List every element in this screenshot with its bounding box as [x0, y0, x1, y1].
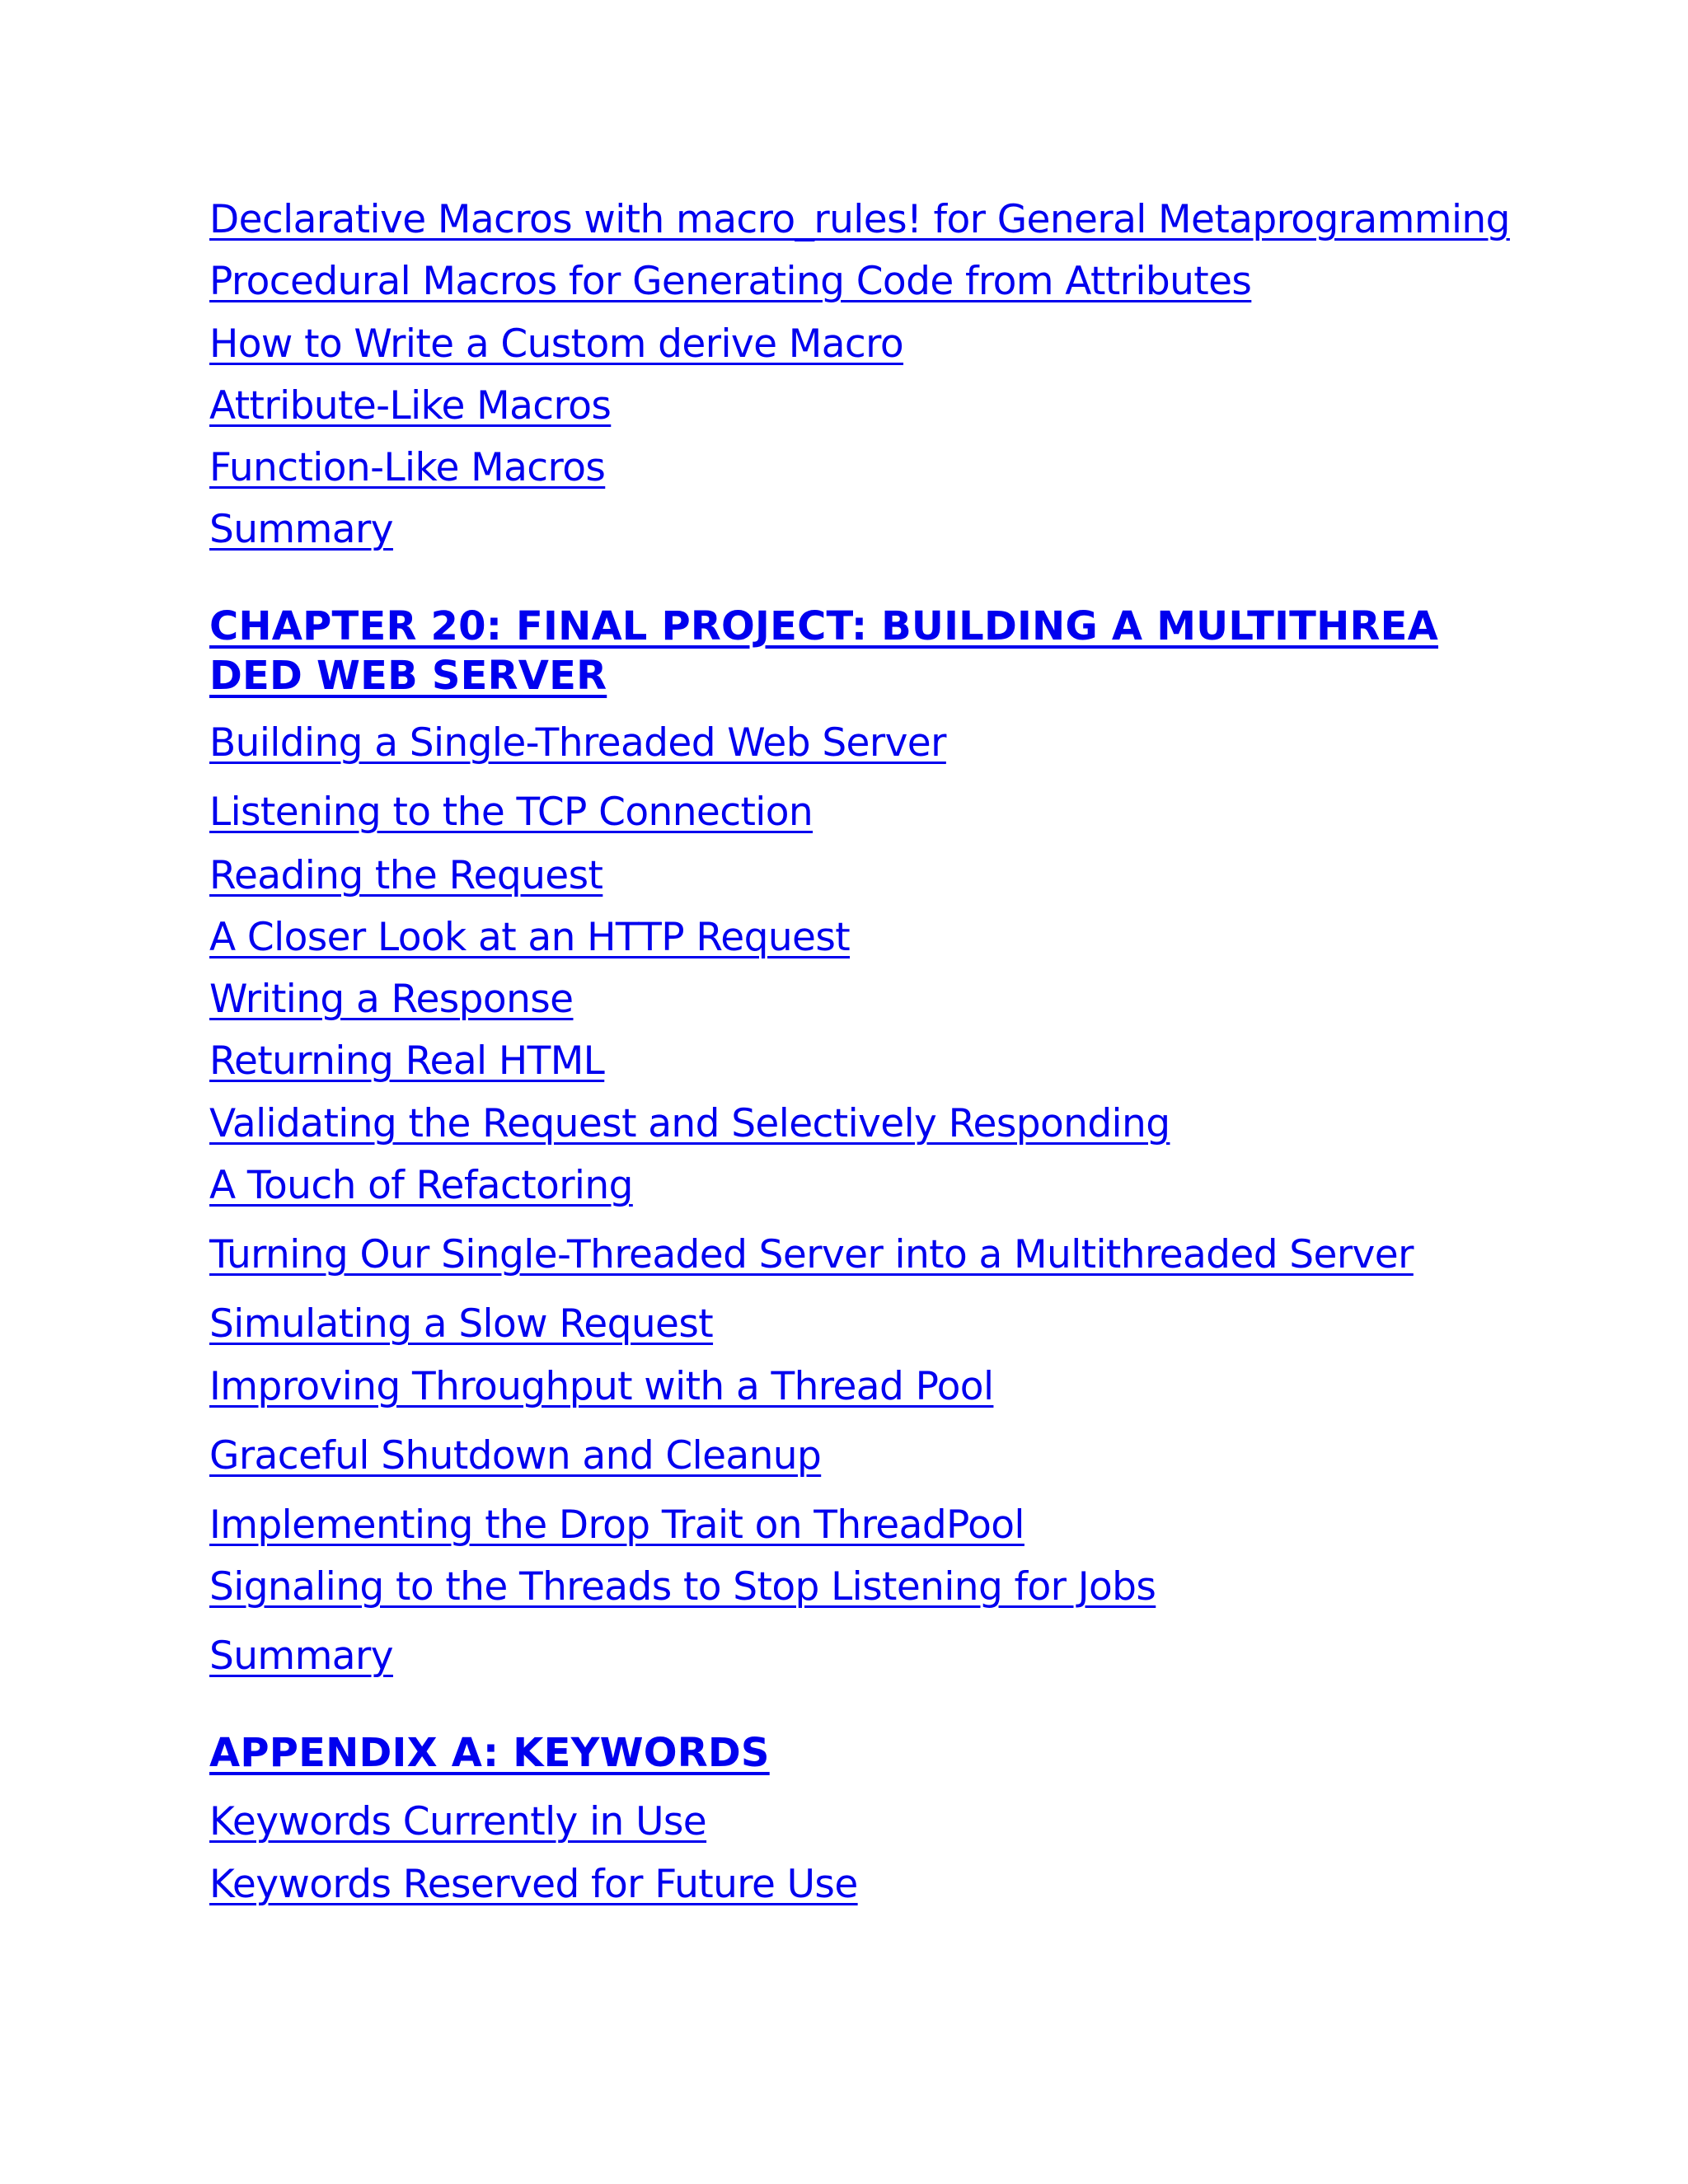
toc-link-procedural-macros[interactable]: Procedural Macros for Generating Code from Attributes: [209, 259, 1252, 304]
chapter-20-heading[interactable]: CHAPTER 20: FINAL PROJECT: BUILDING A MULTITHREADED WEB SERVER: [209, 603, 1438, 699]
toc-link-summary-macros[interactable]: Summary: [209, 507, 393, 552]
toc-link-keywords-in-use[interactable]: Keywords Currently in Use: [209, 1799, 707, 1844]
toc-link-refactoring[interactable]: A Touch of Refactoring: [209, 1163, 633, 1208]
toc-link-custom-derive-macro[interactable]: How to Write a Custom derive Macro: [209, 321, 904, 367]
toc-link-multithreaded-server[interactable]: Turning Our Single-Threaded Server into a Multithreaded Server: [209, 1232, 1414, 1277]
toc-link-thread-pool[interactable]: Improving Throughput with a Thread Pool: [209, 1364, 994, 1409]
toc-link-attribute-like-macros[interactable]: Attribute-Like Macros: [209, 383, 612, 429]
toc-link-real-html[interactable]: Returning Real HTML: [209, 1038, 605, 1084]
toc-link-http-request[interactable]: A Closer Look at an HTTP Request: [209, 915, 851, 960]
toc-link-slow-request[interactable]: Simulating a Slow Request: [209, 1301, 714, 1347]
toc-link-validating-request[interactable]: Validating the Request and Selectively Responding: [209, 1101, 1170, 1146]
toc-link-keywords-reserved[interactable]: Keywords Reserved for Future Use: [209, 1862, 858, 1907]
toc-link-graceful-shutdown[interactable]: Graceful Shutdown and Cleanup: [209, 1433, 822, 1479]
toc-link-tcp-connection[interactable]: Listening to the TCP Connection: [209, 790, 814, 835]
toc-link-writing-response[interactable]: Writing a Response: [209, 977, 574, 1022]
toc-link-summary-chapter20[interactable]: Summary: [209, 1633, 393, 1679]
toc-link-signaling-threads[interactable]: Signaling to the Threads to Stop Listening for Jobs: [209, 1564, 1156, 1610]
toc-link-single-threaded-server[interactable]: Building a Single-Threaded Web Server: [209, 720, 946, 766]
toc-link-reading-request[interactable]: Reading the Request: [209, 853, 603, 898]
toc-link-declarative-macros[interactable]: Declarative Macros with macro_rules! for General Metaprogramming: [209, 197, 1510, 242]
toc-link-function-like-macros[interactable]: Function-Like Macros: [209, 445, 606, 490]
appendix-a-heading[interactable]: APPENDIX A: KEYWORDS: [209, 1730, 770, 1776]
toc-link-drop-trait[interactable]: Implementing the Drop Trait on ThreadPool: [209, 1502, 1025, 1548]
